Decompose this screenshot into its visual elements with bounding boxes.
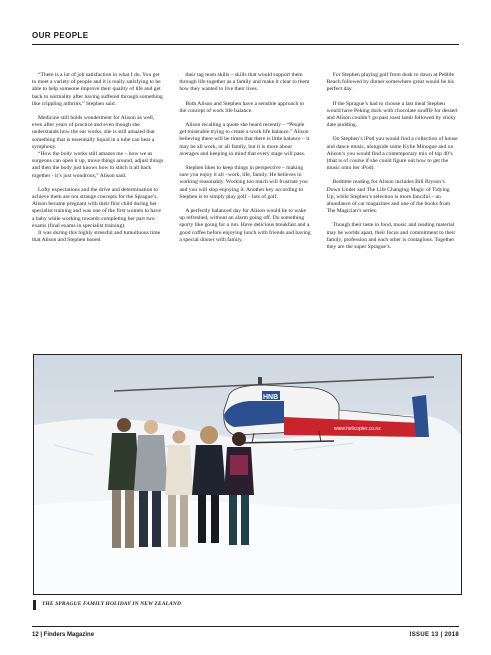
paragraph: A perfectly balanced day for Alison would be to wake up refreshed, without an alarm going off. Do something sporty like going for a run. Have delicious breakfast and a good coffee before enjoying lunch with friends and having a special dinner with family. — [179, 208, 311, 243]
paragraph: “There is a lot of job satisfaction in what I do. You get to meet a variety of people and it is really satisfying to be able to help someone improve their quality of life and get back to normality after having suffered through something like crippling arthritis,” Stephen said. — [32, 72, 163, 107]
column-2 — [179, 72, 311, 258]
paragraph: Medicine still holds wonderment for Alison as well, even after years of practice and even though she understands how the ear works, she is still amazed that something that is essentially liquid in a tube can hear a symphony. — [32, 115, 155, 150]
column-1 — [32, 72, 164, 258]
paragraph: “How the body works still amazes me – how we as surgeons can open it up, move things around, adjust things and then the body just knows how to stitch it all back together - it’s just wondrous,” Alison said. — [32, 151, 164, 179]
bottom-rule — [32, 626, 459, 627]
paragraph: For Stephen playing golf from dusk to dawn at Pebble Beach followed by dinner somewhere great would be his perfect day. — [326, 72, 455, 93]
article-body — [32, 72, 459, 258]
top-rule — [32, 44, 459, 45]
paragraph: Bedtime reading for Alison includes Bill Bryson’s Down Under and The Life Changing Magic of Tidying Up, while Stephen’s selection is more fanciful – an abundance of car magazines and one of the books from The Magician’s series. — [326, 179, 451, 215]
paragraph: Stephen likes to keep things in perspective – making sure you enjoy it all –work, life, family. He believes in working reasonably. Working too much will frustrate you and you will stop enjoying it. Another key according to Stephen is to simply play golf – lots of golf. — [179, 165, 308, 200]
helicopter-side-label: www.helicopter.co.nz — [334, 426, 381, 432]
photo-caption: THE SPRAGUE FAMILY HOLIDAY IN NEW ZEALAND — [42, 601, 182, 607]
section-label: OUR PEOPLE — [32, 31, 89, 40]
footer-page-info: 12 | Finders Magazine — [32, 632, 95, 638]
paragraph: If the Sprague’s had to choose a last meal Stephen would have Peking duck with chocolate soufflé for dessert and Alison couldn’t go past roast lamb followed by sticky date pudding. — [326, 100, 458, 129]
family-photo — [33, 354, 462, 595]
helicopter-tail-label: HNB — [263, 394, 279, 401]
paragraph: It was during this highly stressful and tumultuous time that Alison and Stephen honed — [32, 230, 161, 244]
caption-bar — [33, 600, 36, 610]
paragraph: their tag team skills – skills that would support them through life together as a family and make it clear to them how they wanted to live their lives. — [179, 72, 310, 93]
paragraph: Lofty expectations and the drive and determination to achieve them are not strange concepts for the Sprague’s. Alison became pregnant with their first child during her specialist training and was one of the first women to have a baby while working towards completing her part two exams (final exams in specialist training). — [32, 186, 161, 229]
paragraph: Alison recalling a quote she heard recently – “People get miserable trying to create a work life balance.” Alison believing there will be times that there is little balance – it may be all work, or all family, but it is more about averages and keeping in mind that every stage will pass. — [179, 122, 310, 157]
paragraph: Though their taste in food, music and reading material may be worlds apart, their focus and commitment to their family, profession and each other is contagious. Together they are the super Sprague’s. — [326, 222, 456, 251]
paragraph: On Stephen’s iPod you would find a collection of house and dance music, alongside some Kylie Minogue and on Alison’s you would find a contemporary mix of top 40’s (that is of course if she could figure out how to get the music onto her iPod). — [326, 136, 458, 172]
paragraph: Both Alison and Stephen have a sensible approach to the concept of work life balance. — [179, 100, 305, 114]
footer-issue: ISSUE 13 | 2018 — [409, 632, 459, 638]
column-3 — [327, 72, 459, 258]
photo-illustration — [34, 355, 461, 594]
